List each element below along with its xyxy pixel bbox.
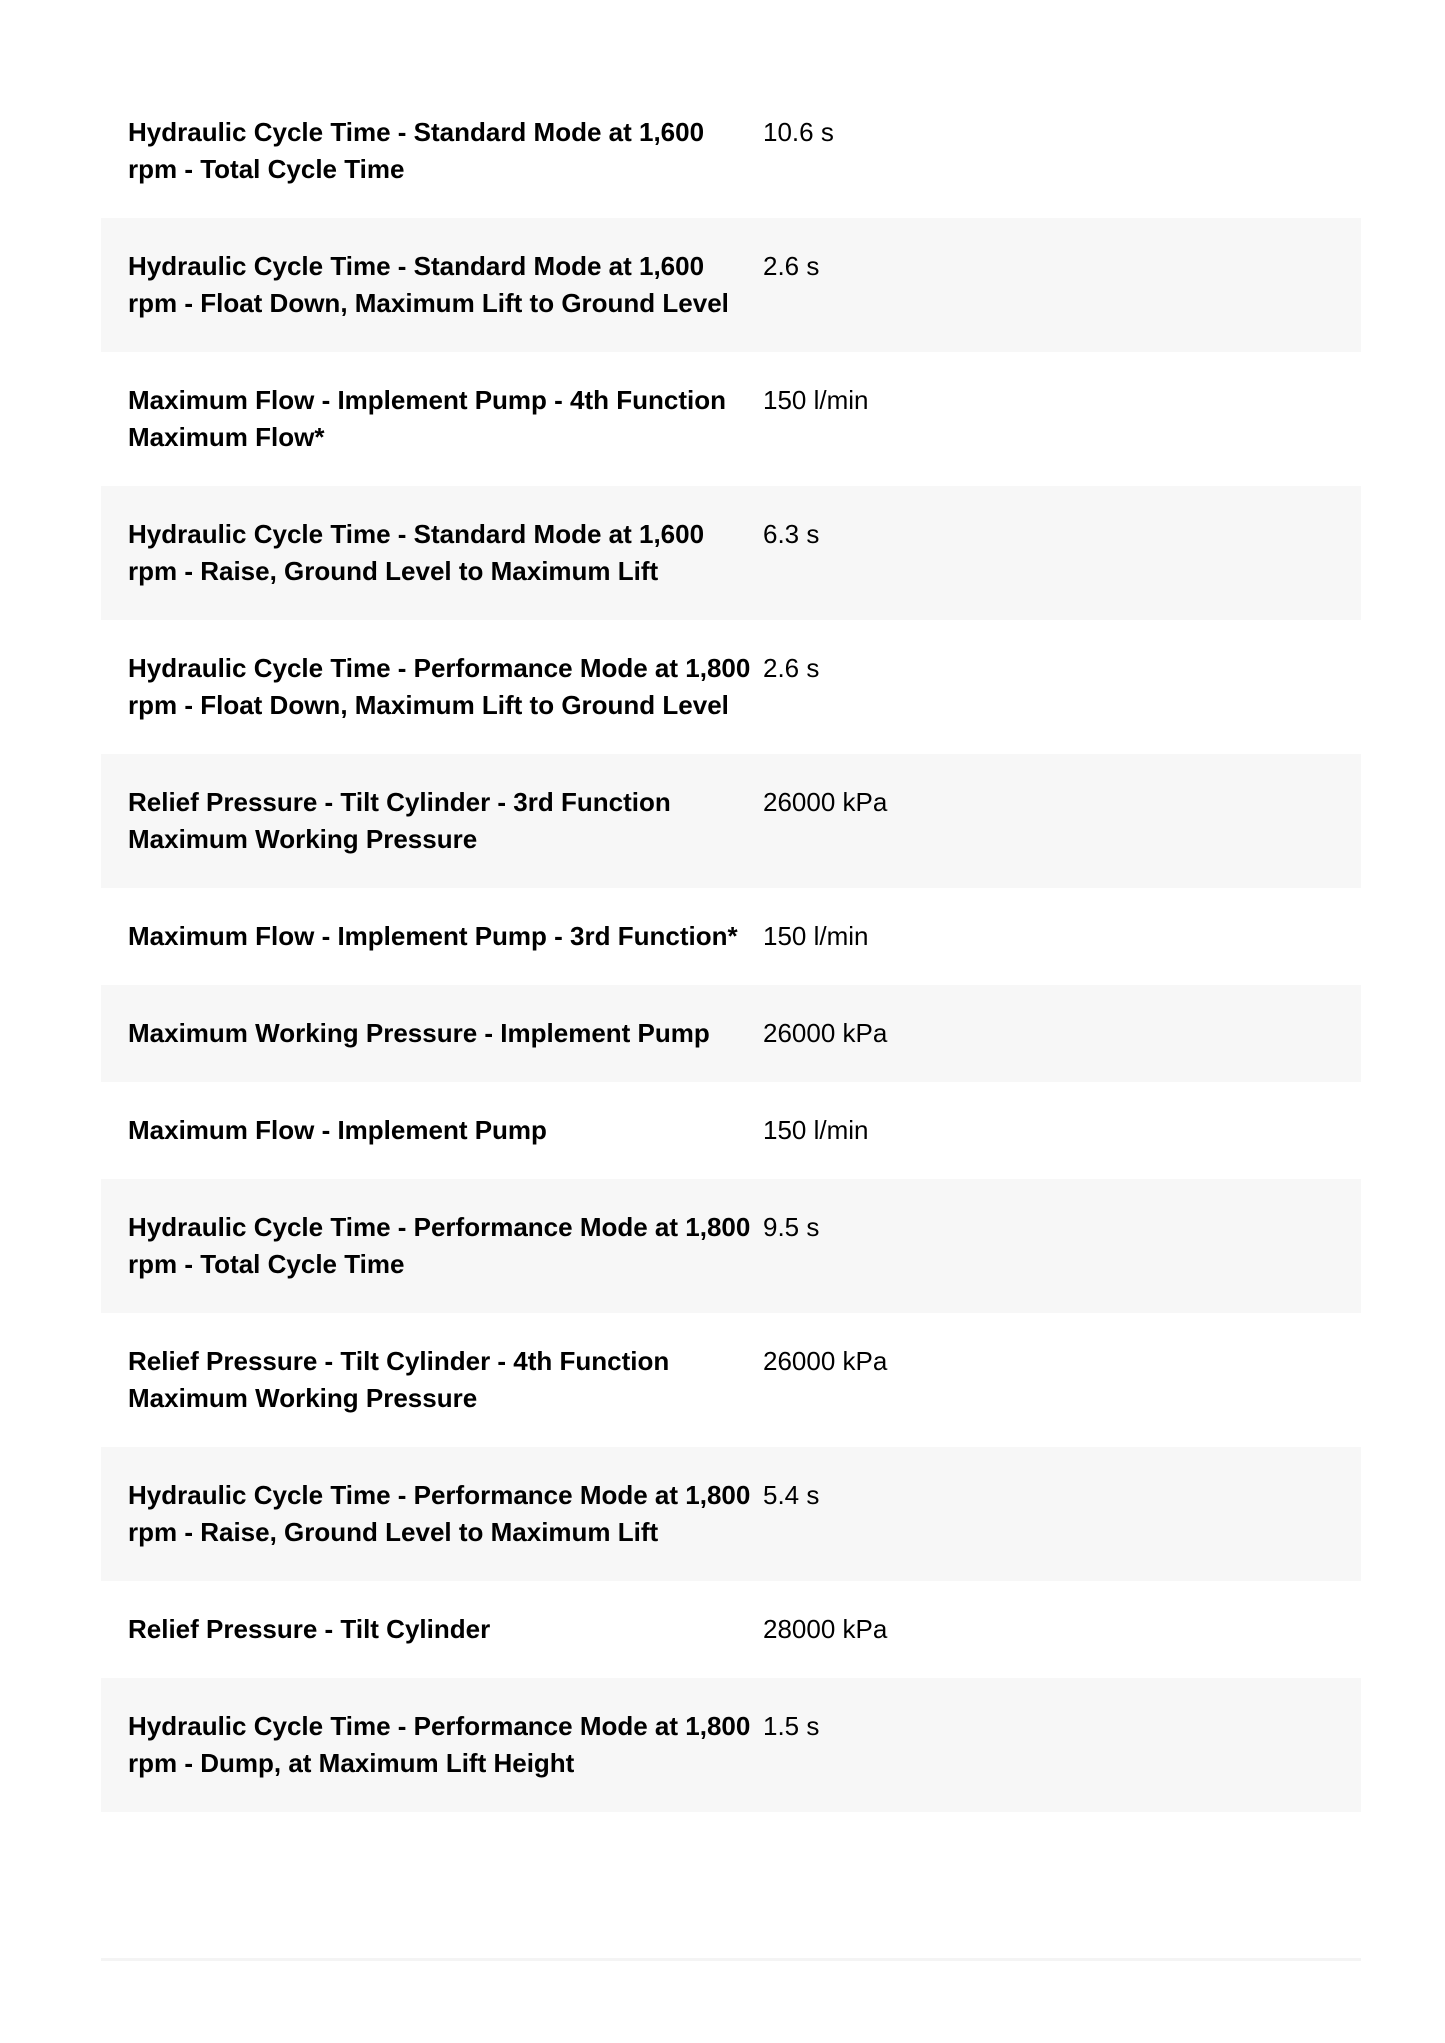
spec-label: Hydraulic Cycle Time - Performance Mode at 1,800 rpm - Raise, Ground Level to Maximum Lift: [128, 1480, 751, 1547]
spec-label: Relief Pressure - Tilt Cylinder: [128, 1614, 491, 1644]
spec-value: 2.6 s: [763, 653, 820, 683]
spec-row: [101, 1082, 1361, 1179]
spec-row: [101, 620, 1361, 754]
spec-value: 26000 kPa: [763, 1018, 888, 1048]
spec-label: Maximum Working Pressure - Implement Pump: [128, 1018, 710, 1048]
spec-value: 150 l/min: [763, 1115, 869, 1145]
spec-row: [101, 1179, 1361, 1313]
spec-label: Hydraulic Cycle Time - Performance Mode at 1,800 rpm - Dump, at Maximum Lift Height: [128, 1711, 751, 1778]
spec-row: [101, 1313, 1361, 1447]
spec-label: Hydraulic Cycle Time - Performance Mode at 1,800 rpm - Float Down, Maximum Lift to Ground Level: [128, 653, 751, 720]
spec-row: [101, 1447, 1361, 1581]
spec-value: 150 l/min: [763, 385, 869, 415]
spec-label: Relief Pressure - Tilt Cylinder - 3rd Function Maximum Working Pressure: [128, 787, 671, 854]
spec-row: [101, 84, 1361, 218]
spec-value: 26000 kPa: [763, 1346, 888, 1376]
spec-value: 150 l/min: [763, 921, 869, 951]
spec-row: [101, 1581, 1361, 1678]
spec-row: [101, 1678, 1361, 1812]
spec-value: 9.5 s: [763, 1212, 820, 1242]
spec-label: Hydraulic Cycle Time - Standard Mode at 1,600 rpm - Raise, Ground Level to Maximum Lift: [128, 519, 705, 586]
spec-value: 2.6 s: [763, 251, 820, 281]
spec-value: 28000 kPa: [763, 1614, 888, 1644]
spec-label: Hydraulic Cycle Time - Standard Mode at 1,600 rpm - Total Cycle Time: [128, 117, 705, 184]
spec-label: Maximum Flow - Implement Pump: [128, 1115, 547, 1145]
spec-label: Maximum Flow - Implement Pump - 3rd Function*: [128, 921, 738, 951]
spec-label: Hydraulic Cycle Time - Standard Mode at 1,600 rpm - Float Down, Maximum Lift to Ground Level: [128, 251, 729, 318]
spec-label: Relief Pressure - Tilt Cylinder - 4th Function Maximum Working Pressure: [128, 1346, 670, 1413]
spec-row: [101, 888, 1361, 985]
spec-label: Maximum Flow - Implement Pump - 4th Function Maximum Flow*: [128, 385, 727, 452]
bottom-divider: [101, 1958, 1361, 1961]
spec-table: [101, 84, 1361, 1812]
spec-row: [101, 486, 1361, 620]
spec-label: Hydraulic Cycle Time - Performance Mode at 1,800 rpm - Total Cycle Time: [128, 1212, 751, 1279]
spec-row: [101, 218, 1361, 352]
spec-row: [101, 754, 1361, 888]
spec-row: [101, 985, 1361, 1082]
spec-value: 1.5 s: [763, 1711, 820, 1741]
spec-value: 10.6 s: [763, 117, 834, 147]
spec-value: 26000 kPa: [763, 787, 888, 817]
spec-value: 6.3 s: [763, 519, 820, 549]
spec-value: 5.4 s: [763, 1480, 820, 1510]
spec-row: [101, 352, 1361, 486]
